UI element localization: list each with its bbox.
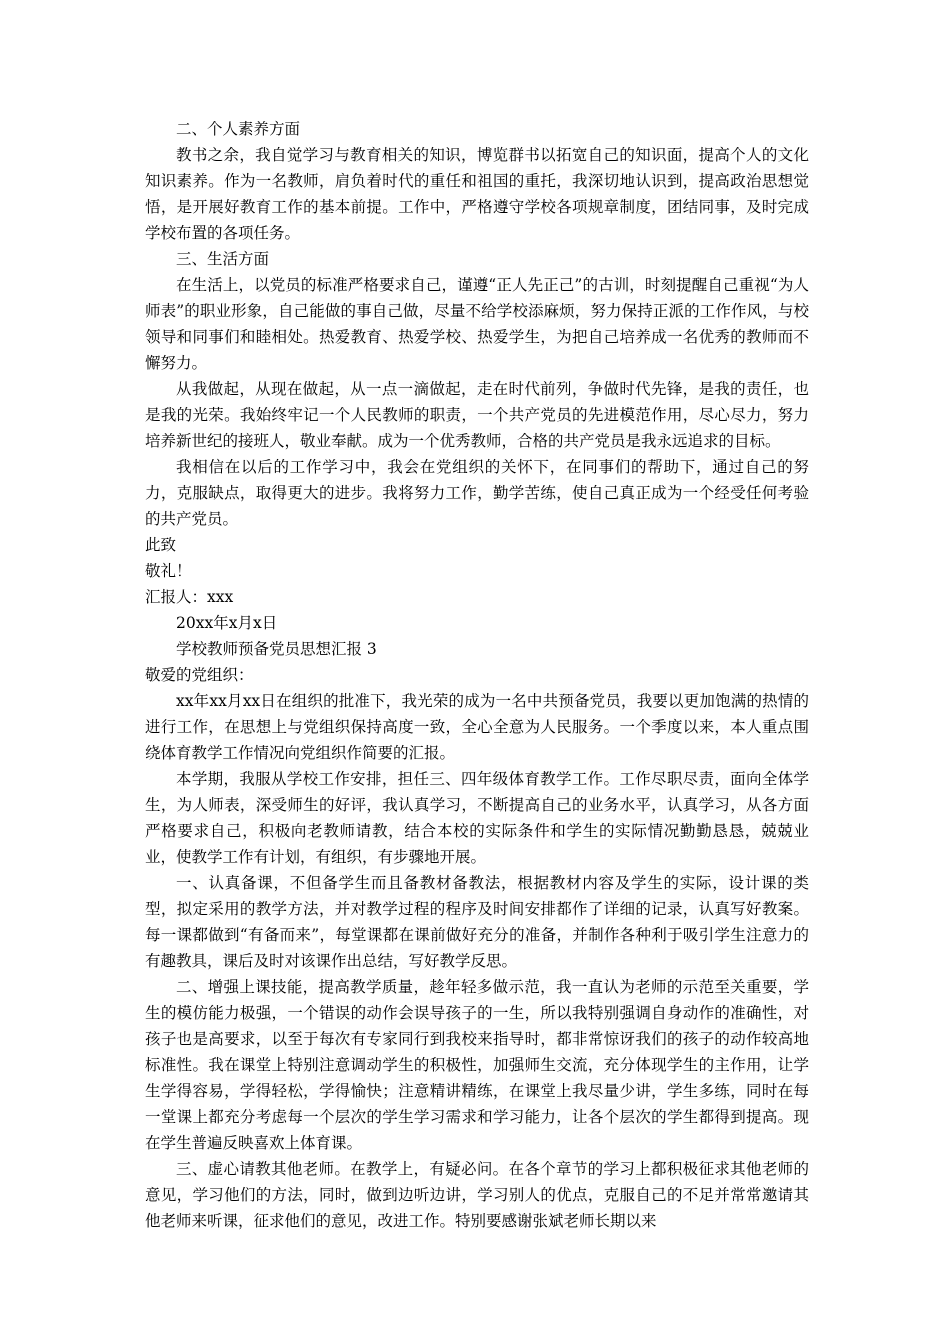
section-personal-body: 教书之余，我自觉学习与教育相关的知识，博览群书以拓宽自己的知识面，提高个人的文化知识素养。作为一名教师，肩负着时代的重任和祖国的重托，我深切地认识到，提高政治思想觉悟，是开展好教育工作的基本前提。工作中，严格遵守学校各项规章制度，团结同事，及时完成学校布置的各项任务。 xyxy=(145,146,809,242)
document-page xyxy=(145,116,809,1234)
paragraph-point-1: 一、认真备课，不但备学生而且备教材备教法，根据教材内容及学生的实际，设计课的类型，拟定采用的教学方法，并对教学过程的程序及时间安排都作了详细的记录，认真写好教案。每一课都做到“有备而来”，每堂课都在课前做好充分的准备，并制作各种利于吸引学生注意力的有趣教具，课后及时对该课作出总结，写好教学反思。 xyxy=(145,874,809,970)
closing-line-1: 此致 xyxy=(145,536,177,554)
report-date: 20xx年x月x日 xyxy=(176,614,278,632)
paragraph-intro: xx年xx月xx日在组织的批准下，我光荣的成为一名中共预备党员，我要以更加饱满的热情的进行工作，在思想上与党组织保持高度一致，全心全意为人民服务。一个季度以来，本人重点围绕体育教学工作情况向党组织作简要的汇报。 xyxy=(145,692,809,762)
section-life-heading: 三、生活方面 xyxy=(176,250,270,268)
paragraph-point-3: 三、虚心请教其他老师。在教学上，有疑必问。在各个章节的学习上都积极征求其他老师的意见，学习他们的方法，同时，做到边听边讲，学习别人的优点，克服自己的不足并常常邀请其他老师来听课，征求他们的意见，改进工作。特别要感谢张斌老师长期以来 xyxy=(145,1160,809,1230)
section-life-body: 在生活上，以党员的标准严格要求自己，谨遵“正人先正己”的古训，时刻提醒自己重视“为人师表”的职业形象，自己能做的事自己做，尽量不给学校添麻烦，努力保持正派的工作作风，与校领导和同事们和睦相处。热爱教育、热爱学校、热爱学生，为把自己培养成一名优秀的教师而不懈努力。 xyxy=(145,276,809,372)
reporter-signature: 汇报人：xxx xyxy=(145,588,234,606)
closing-line-2: 敬礼！ xyxy=(145,562,192,580)
paragraph-semester: 本学期，我服从学校工作安排，担任三、四年级体育教学工作。工作尽职尽责，面向全体学生，为人师表，深受师生的好评，我认真学习，不断提高自己的业务水平，认真学习，从各方面严格要求自己，积极向老教师请教，结合本校的实际条件和学生的实际情况勤勤恳恳，兢兢业业，使教学工作有计划，有组织，有步骤地开展。 xyxy=(145,770,809,866)
paragraph-start-from-me: 从我做起，从现在做起，从一点一滴做起，走在时代前列，争做时代先锋，是我的责任，也是我的光荣。我始终牢记一个人民教师的职责，一个共产党员的先进模范作用，尽心尽力，努力培养新世纪的接班人，敬业奉献。成为一个优秀教师，合格的共产党员是我永远追求的目标。 xyxy=(145,380,809,450)
section-personal-heading: 二、个人素养方面 xyxy=(176,120,301,138)
paragraph-point-2: 二、增强上课技能，提高教学质量，趁年轻多做示范，我一直认为老师的示范至关重要，学生的模仿能力极强，一个错误的动作会误导孩子的一生，所以我特别强调自身动作的准确性，对孩子也是高要求，以至于每次有专家同行到我校来指导时，都非常惊讶我们的孩子的动作较高地标准性。我在课堂上特别注意调动学生的积极性，加强师生交流，充分体现学生的主作用，让学生学得容易，学得轻松，学得愉快；注意精讲精练，在课堂上我尽量少讲，学生多练，同时在每一堂课上都充分考虑每一个层次的学生学习需求和学习能力，让各个层次的学生都得到提高。现在学生普遍反映喜欢上体育课。 xyxy=(145,978,809,1152)
paragraph-belief: 我相信在以后的工作学习中，我会在党组织的关怀下，在同事们的帮助下，通过自己的努力，克服缺点，取得更大的进步。我将努力工作，勤学苦练，使自己真正成为一个经受任何考验的共产党员。 xyxy=(145,458,809,528)
salutation: 敬爱的党组织： xyxy=(145,666,254,684)
report-title: 学校教师预备党员思想汇报 3 xyxy=(176,640,377,658)
